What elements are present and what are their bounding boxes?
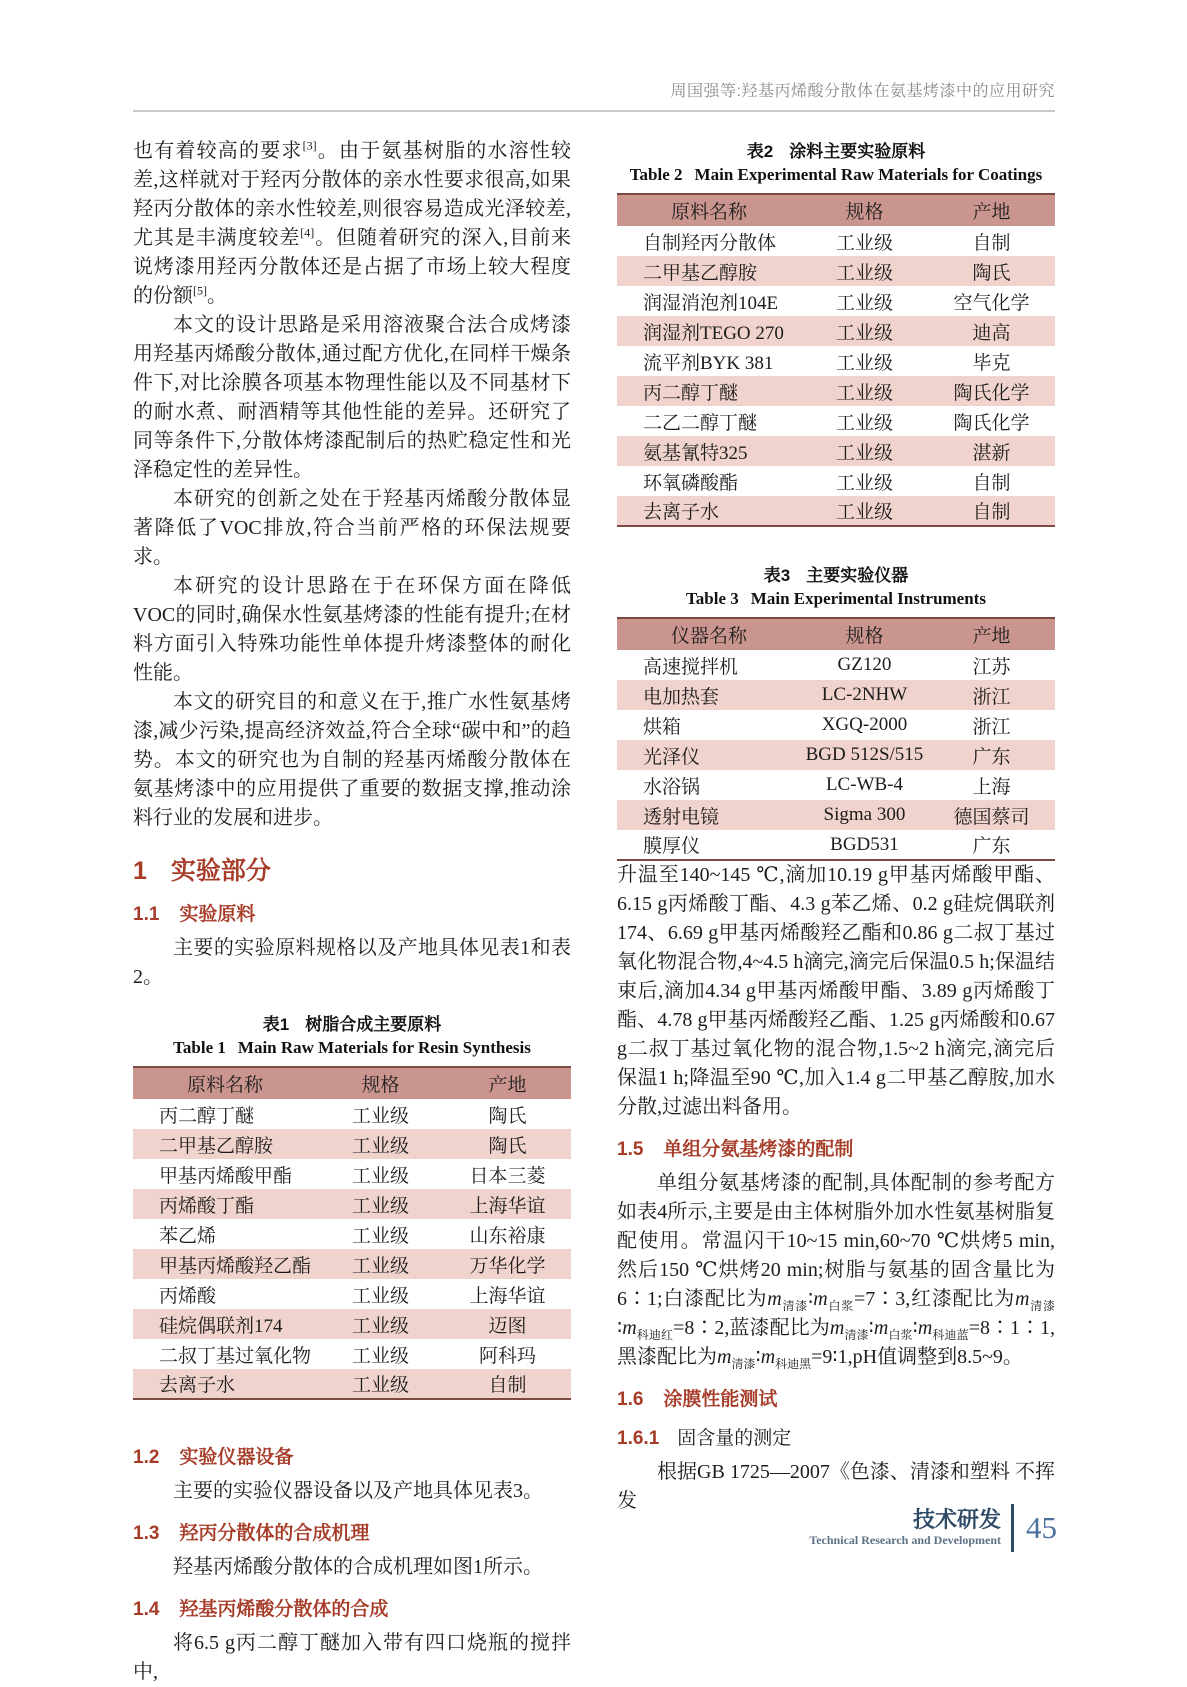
paragraph: 本研究的创新之处在于羟基丙烯酸分散体显著降低了VOC排放,符合当前严格的环保法规要求。 [133,488,571,568]
column-header: 原料名称 [617,194,801,226]
table-row: 高速搅拌机 GZ120 江苏 [643,654,1011,678]
table-row: 二甲基乙醇胺 工业级 陶氏 [617,256,1055,286]
subscript: 白浆 [888,1328,913,1342]
section-title: 单组分氨基烤漆的配制 [663,1139,854,1160]
variable-m: m [760,1346,776,1368]
citation-ref: [4] [300,225,315,240]
table-row: 透射电镜 Sigma 300 德国蔡司 [617,800,1055,830]
column-header: 产地 [444,1067,571,1099]
table1-title-zh: 树脂合成主要原料 [305,1015,442,1034]
variable-m: m [813,1288,828,1310]
table-2 [617,193,1055,527]
section-heading-1-3 [133,1518,571,1545]
paragraph: 本文的设计思路是采用溶液聚合法合成烤漆用羟基丙烯酸分散体,通过配方优化,在同样干燥条件下,对比涂膜各项基本物理性能以及不同基材下的耐水煮、耐酒精等其他性能的差异。还研究了同等条件下,分散体烤漆配制后的热贮稳定性和光泽稳定性的差异性。 [133,314,571,481]
table-header-row [133,1067,571,1099]
table3-label-zh: 表3 [763,566,791,585]
subscript: 科迪红 [636,1328,674,1342]
section-number: 1.3 [133,1523,160,1544]
table-row: 膜厚仪 BGD531 广东 [643,833,1011,857]
table-row: 硅烷偶联剂174 工业级 迈图 [133,1309,571,1339]
subscript: 白浆 [827,1299,855,1313]
table-row: 环氧磷酸酯 工业级 自制 [643,472,1011,494]
paragraph-text: 单组分氨基烤漆的配制,具体配制的参考配方如表4所示,主要是由主体树脂外加水性氨基树脂复配使用。常温闪干10~15 min,60~70 ℃烘烤5 min,然后150 ℃烘烤20 min;树脂与氨基的固含量比为6∶1;白漆配比为 [617,1172,1055,1310]
running-head [133,78,1055,110]
table-row: 电加热套 LC-2NHW 浙江 [617,680,1055,710]
section-title: 实验原料 [179,904,256,925]
section-title: 实验部分 [170,857,271,885]
table-header-row [617,618,1055,650]
table1-caption [133,1010,571,1058]
table-row: 去离子水 工业级 自制 [617,496,1055,526]
section-heading-1-5 [617,1134,1055,1161]
citation-ref: [3] [302,138,317,153]
section-title: 羟基丙烯酸分散体的合成 [179,1599,389,1620]
subscript: 清漆 [731,1357,756,1371]
paragraph: 羟基丙烯酸分散体的合成机理如图1所示。 [173,1556,543,1578]
table-row: 去离子水 工业级 自制 [133,1369,571,1399]
paragraph-text: 。 [207,285,227,307]
table-row: 流平剂BYK 381 工业级 毕克 [643,352,1011,374]
table3-caption [617,561,1055,609]
section-number: 1 [133,857,147,885]
right-column [617,137,1055,1516]
variable-m: m [622,1317,637,1339]
table2-title-en: Main Experimental Raw Materials for Coatings [694,165,1043,184]
table-row: 苯乙烯 工业级 山东裕康 [159,1225,546,1247]
table-header-row [617,194,1055,226]
table-3 [617,617,1055,861]
paragraph: 根据GB 1725—2007《色漆、清漆和塑料 不挥发 [617,1461,1055,1512]
section-number: 1.6 [617,1389,644,1410]
table-1 [133,1066,571,1400]
variable-m: m [1014,1288,1030,1310]
table3-label-en: Table 3 [686,589,739,608]
paragraph: 升温至140~145 ℃,滴加10.19 g甲基丙烯酸甲酯、6.15 g丙烯酸丁酯、4.3 g苯乙烯、0.2 g硅烷偶联剂174、6.69 g甲基丙烯酸羟乙酯和0.86 g二叔丁基过氧化物混合物,4~4.5 h滴完,滴完后保温0.5 h;保温结束后,滴加4.34 g甲基丙烯酸甲酯、3.89 g丙烯酸丁酯、4.78 g甲基丙烯酸羟乙酯、1.25 g丙烯酸和0.67 g二叔丁基过氧化物的混合物,1.5~2 h滴完,滴完后保温1 h;降温至90 ℃,加入1.4 g二甲基乙醇胺,加水分散,过滤出料备用。 [617,864,1055,1118]
table3-title-zh: 主要实验仪器 [806,566,909,585]
paragraph: 将6.5 g丙二醇丁醚加入带有四口烧瓶的搅拌中, [133,1632,571,1683]
table-row: 光泽仪 BGD 512S/515 广东 [617,740,1055,770]
section-number: 1.1 [133,904,160,925]
table2-title-zh: 涂料主要实验原料 [789,142,926,161]
table-row: 氨基氰特325 工业级 湛新 [617,436,1055,466]
paragraph: 本文的研究目的和意义在于,推广水性氨基烤漆,减少污染,提高经济效益,符合全球“碳中和”的趋势。本文的研究也为自制的羟基丙烯酸分散体在氨基烤漆中的应用提供了重要的数据支撑,推动涂料行业的发展和进步。 [133,691,571,829]
subscript: 清漆 [1029,1299,1055,1313]
column-header: 产地 [928,194,1055,226]
variable-m: m [767,1288,782,1310]
section-number: 1.4 [133,1599,160,1620]
paragraph-text: 。但随着研究的深入,目前来说烤漆用羟丙分散体还是占据了市场上较大程度的份额 [133,227,572,307]
column-header: 原料名称 [133,1067,317,1099]
table-row: 丙二醇丁醚 工业级 陶氏 [159,1105,527,1127]
table-row: 二乙二醇丁醚 工业级 陶氏化学 [643,412,1030,434]
paragraph: 主要的实验原料规格以及产地具体见表1和表2。 [133,937,571,988]
subscript: 清漆 [844,1328,869,1342]
footer-section-zh: 技术研发 [912,1507,1001,1532]
section-title: 羟丙分散体的合成机理 [179,1523,370,1544]
column-header: 规格 [801,618,928,650]
section-title: 实验仪器设备 [179,1447,294,1468]
page-number: 45 [1026,1510,1057,1545]
two-column-content [133,137,1055,1687]
section-title: 固含量的测定 [677,1428,792,1449]
left-column [133,137,571,1687]
table-row: 丙二醇丁醚 工业级 陶氏化学 [617,376,1055,406]
table1-title-en: Main Raw Materials for Resin Synthesis [237,1038,531,1057]
table-row: 烘箱 XGQ-2000 浙江 [643,714,1011,738]
footer-section-label [809,1508,1011,1548]
paragraph: 单组分氨基烤漆的配制,具体配制的参考配方如表4所示,主要是由主体树脂外加水性氨基树脂复配使用。常温闪干10~15 min,60~70 ℃烘烤5 min,然后150 ℃烘烤20 min;树脂与氨基的固含量比为6∶1;白漆配比为$m_{清漆}∶m_{白浆}=7∶3$,红漆配比为$m_{清漆}∶m_{科迪红}=8∶2$,蓝漆配比为$m_{清漆}∶m_{白浆}∶m_{科迪蓝}=8∶1∶1$,黑漆配比为$m_{清漆}∶m_{科迪黑}=9∶1,pH$值调整到8.5~9。 [617,1172,1055,1371]
paragraph [133,137,571,311]
paragraph-text: 也有着较高的要求 [133,140,303,162]
header-rule [133,110,1055,112]
column-header: 仪器名称 [617,618,801,650]
section-heading-1-6-1 [617,1423,1055,1450]
column-header: 规格 [801,194,928,226]
variable-m: m [873,1317,889,1339]
table-row: 水浴锅 LC-WB-4 上海 [643,774,1011,798]
table2-caption [617,137,1055,185]
paragraph: 本研究的设计思路在于在环保方面在降低VOC的同时,确保水性氨基烤漆的性能有提升;在材料方面引入特殊功能性单体提升烤漆整体的耐化性能。 [133,575,571,684]
table-row: 自制羟丙分散体 工业级 自制 [643,232,1011,254]
page-footer [809,1504,1057,1552]
column-header: 规格 [317,1067,444,1099]
table-row: 二叔丁基过氧化物 工业级 阿科玛 [159,1345,536,1367]
section-heading-1-2 [133,1442,571,1469]
subscript: 科迪蓝 [932,1328,969,1342]
section-heading-1-6 [617,1384,1055,1411]
table3-title-en: Main Experimental Instruments [750,589,986,608]
column-header: 产地 [928,618,1055,650]
paragraph-text: 。由于氨基树脂的水溶性较差,这样就对于羟丙分散体的亲水性要求很高,如果羟丙分散体的亲水性较差,则很容易造成光泽较差,尤其是丰满度较差 [133,140,572,249]
table-row: 润湿消泡剂104E 工业级 空气化学 [643,292,1030,314]
subscript: 清漆 [781,1299,809,1313]
variable-m: m [717,1346,732,1368]
table-row: 丙烯酸 工业级 上海华谊 [159,1285,546,1307]
section-heading-1-4 [133,1594,571,1621]
table-row: 润湿剂TEGO 270 工业级 迪高 [617,316,1055,346]
citation-ref: [5] [193,283,207,298]
paragraph: 主要的实验仪器设备以及产地具体见表3。 [173,1480,543,1502]
variable-m: m [829,1317,845,1339]
table2-label-en: Table 2 [629,165,683,184]
variable-m: m [917,1317,933,1339]
table1-label-en: Table 1 [173,1038,226,1057]
table-row: 甲基丙烯酸甲酯 工业级 日本三菱 [159,1165,546,1187]
section-number: 1.5 [617,1139,644,1160]
table2-label-zh: 表2 [746,142,774,161]
section-heading-1-1 [133,899,571,926]
section-heading-1 [133,851,571,887]
section-title: 涂膜性能测试 [663,1389,778,1410]
subscript: 科迪黑 [775,1357,812,1371]
table1-label-zh: 表1 [262,1015,290,1034]
table-row: 二甲基乙醇胺 工业级 陶氏 [133,1129,571,1159]
section-number: 1.6.1 [617,1428,660,1449]
table-row: 丙烯酸丁酯 工业级 上海华谊 [133,1189,571,1219]
table-row: 甲基丙烯酸羟乙酯 工业级 万华化学 [133,1249,571,1279]
running-head-title: 周国强等:羟基丙烯酸分散体在氨基烤漆中的应用研究 [670,83,1055,100]
section-number: 1.2 [133,1447,160,1468]
footer-section-en: Technical Research and Development [809,1533,1001,1547]
